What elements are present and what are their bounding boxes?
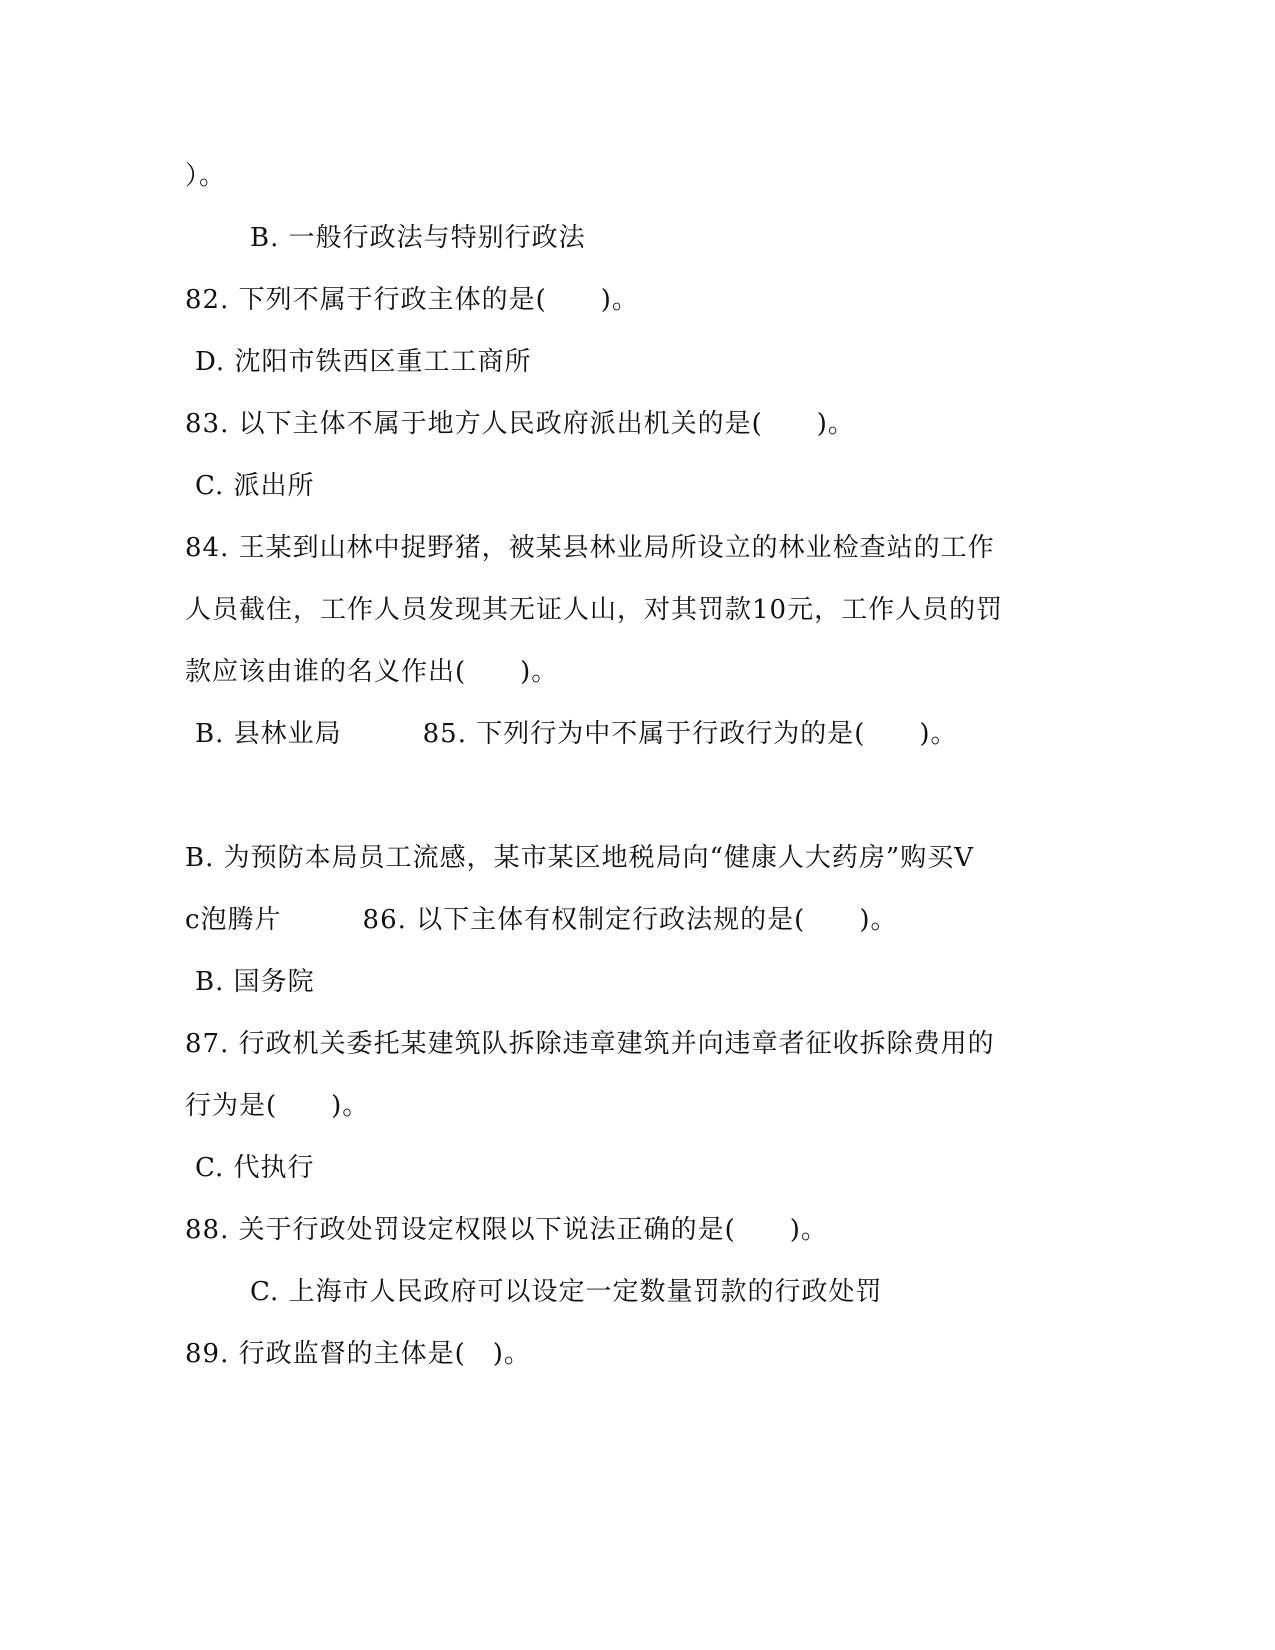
question-82: 82. 下列不属于行政主体的是( )。 xyxy=(185,285,639,315)
answer-line-86: B. 国务院 xyxy=(195,967,315,997)
answer-line-88: C. 上海市人民政府可以设定一定数量罚款的行政处罚 xyxy=(250,1277,883,1307)
text-line-fragment: ）。 xyxy=(185,161,227,191)
answer-line-82: D. 沈阳市铁西区重工工商所 xyxy=(195,347,532,377)
answer-85-line-1: B. 为预防本局员工流感，某市某区地税局向“健康人大药房”购买V xyxy=(185,843,974,873)
answer-85-question-86: c泡腾片 86. 以下主体有权制定行政法规的是( )。 xyxy=(185,905,898,935)
question-84-line-1: 84. 王某到山林中捉野猪，被某县林业局所设立的林业检查站的工作 xyxy=(185,533,995,563)
question-84-line-3: 款应该由谁的名义作出( )。 xyxy=(185,657,559,687)
question-88: 88. 关于行政处罚设定权限以下说法正确的是( )。 xyxy=(185,1215,828,1245)
question-83: 83. 以下主体不属于地方人民政府派出机关的是( )。 xyxy=(185,409,855,439)
question-84-line-2: 人员截住，工作人员发现其无证人山，对其罚款10元，工作人员的罚 xyxy=(185,595,1004,625)
question-87-line-2: 行为是( )。 xyxy=(185,1091,370,1121)
question-87-line-1: 87. 行政机关委托某建筑队拆除违章建筑并向违章者征收拆除费用的 xyxy=(185,1029,995,1059)
answer-84-question-85: B. 县林业局 85. 下列行为中不属于行政行为的是( )。 xyxy=(195,719,958,749)
answer-line-81: B. 一般行政法与特别行政法 xyxy=(250,223,586,253)
question-89: 89. 行政监督的主体是( )。 xyxy=(185,1339,531,1369)
answer-line-83: C. 派出所 xyxy=(195,471,315,501)
answer-line-87: C. 代执行 xyxy=(195,1153,315,1183)
